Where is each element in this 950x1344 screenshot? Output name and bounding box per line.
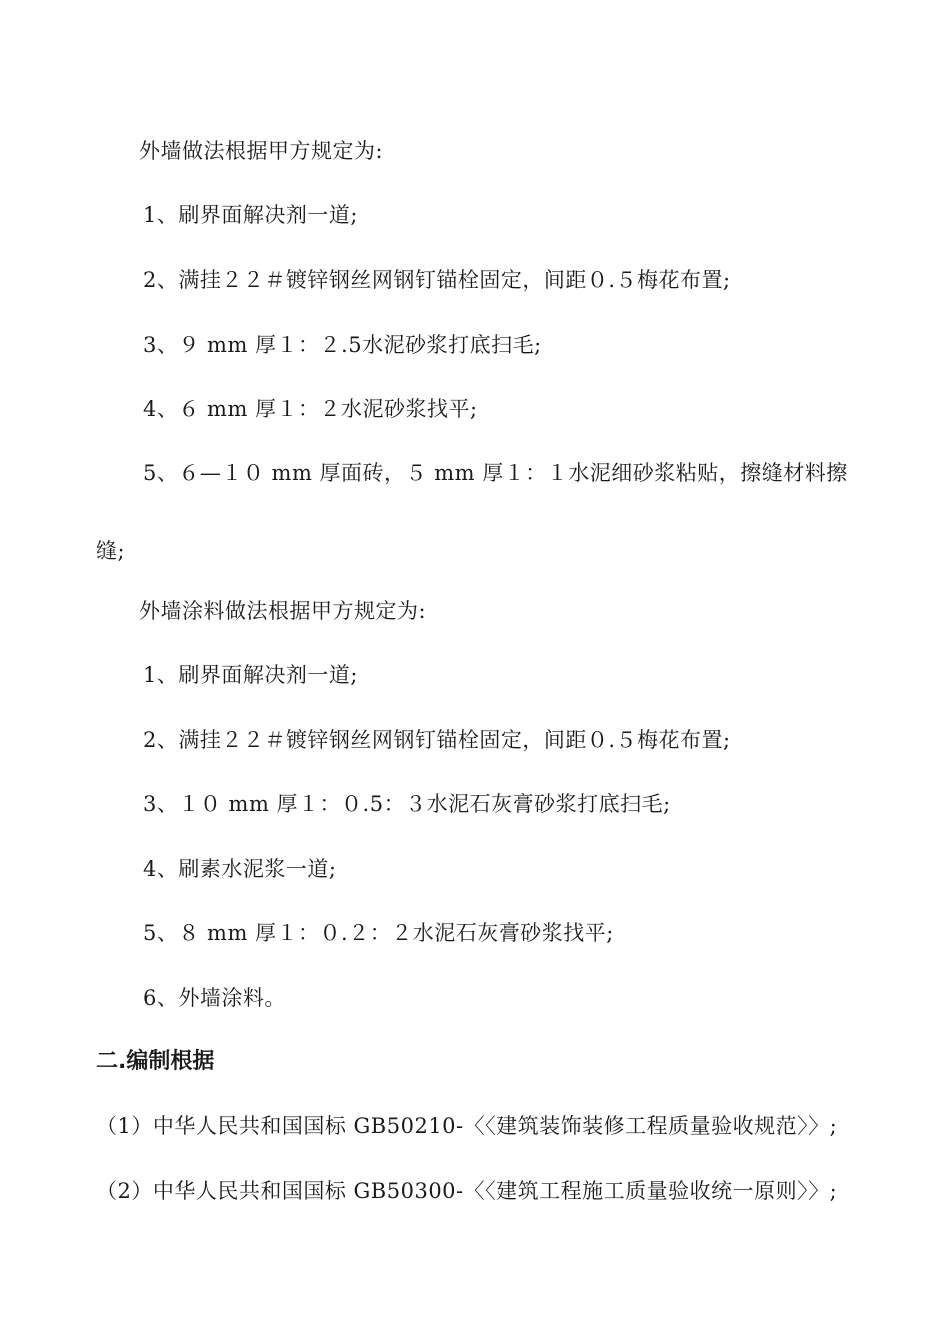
exterior-wall-step-3: 3、９ mm 厚１：２.5水泥砂浆打底扫毛;	[143, 333, 542, 357]
exterior-paint-step-2: 2、满挂２２＃镀锌钢丝网钢钉锚栓固定，间距０.５梅花布置;	[143, 728, 731, 752]
exterior-paint-step-3: 3、１０ mm 厚１：０.5：３水泥石灰膏砂浆打底扫毛;	[143, 792, 671, 816]
exterior-wall-step-4: 4、６ mm 厚１：２水泥砂浆找平;	[143, 397, 478, 421]
exterior-wall-step-5-continued: 缝;	[96, 539, 126, 563]
basis-item-1: （1）中华人民共和国国标 GB50210-〈〈建筑装饰装修工程质量验收规范〉〉;	[96, 1114, 838, 1138]
section-heading-basis: 二.编制根据	[96, 1049, 215, 1074]
exterior-paint-intro: 外墙涂料做法根据甲方规定为:	[139, 599, 427, 623]
exterior-paint-step-1: 1、刷界面解决剂一道;	[143, 663, 358, 687]
exterior-paint-step-6: 6、外墙涂料。	[143, 986, 286, 1010]
exterior-paint-step-5: 5、８ mm 厚１：０.２：２水泥石灰膏砂浆找平;	[143, 921, 614, 945]
exterior-wall-step-1: 1、刷界面解决剂一道;	[143, 203, 358, 227]
exterior-paint-step-4: 4、刷素水泥浆一道;	[143, 857, 337, 881]
exterior-wall-intro: 外墙做法根据甲方规定为:	[139, 139, 384, 163]
exterior-wall-step-5: 5、６—１０ mm 厚面砖，５ mm 厚１：１水泥细砂浆粘贴，擦缝材料擦	[143, 461, 848, 485]
basis-item-2: （2）中华人民共和国国标 GB50300-〈〈建筑工程施工质量验收统一原则〉〉;	[96, 1179, 838, 1203]
exterior-wall-step-2: 2、满挂２２＃镀锌钢丝网钢钉锚栓固定，间距０.５梅花布置;	[143, 268, 731, 292]
